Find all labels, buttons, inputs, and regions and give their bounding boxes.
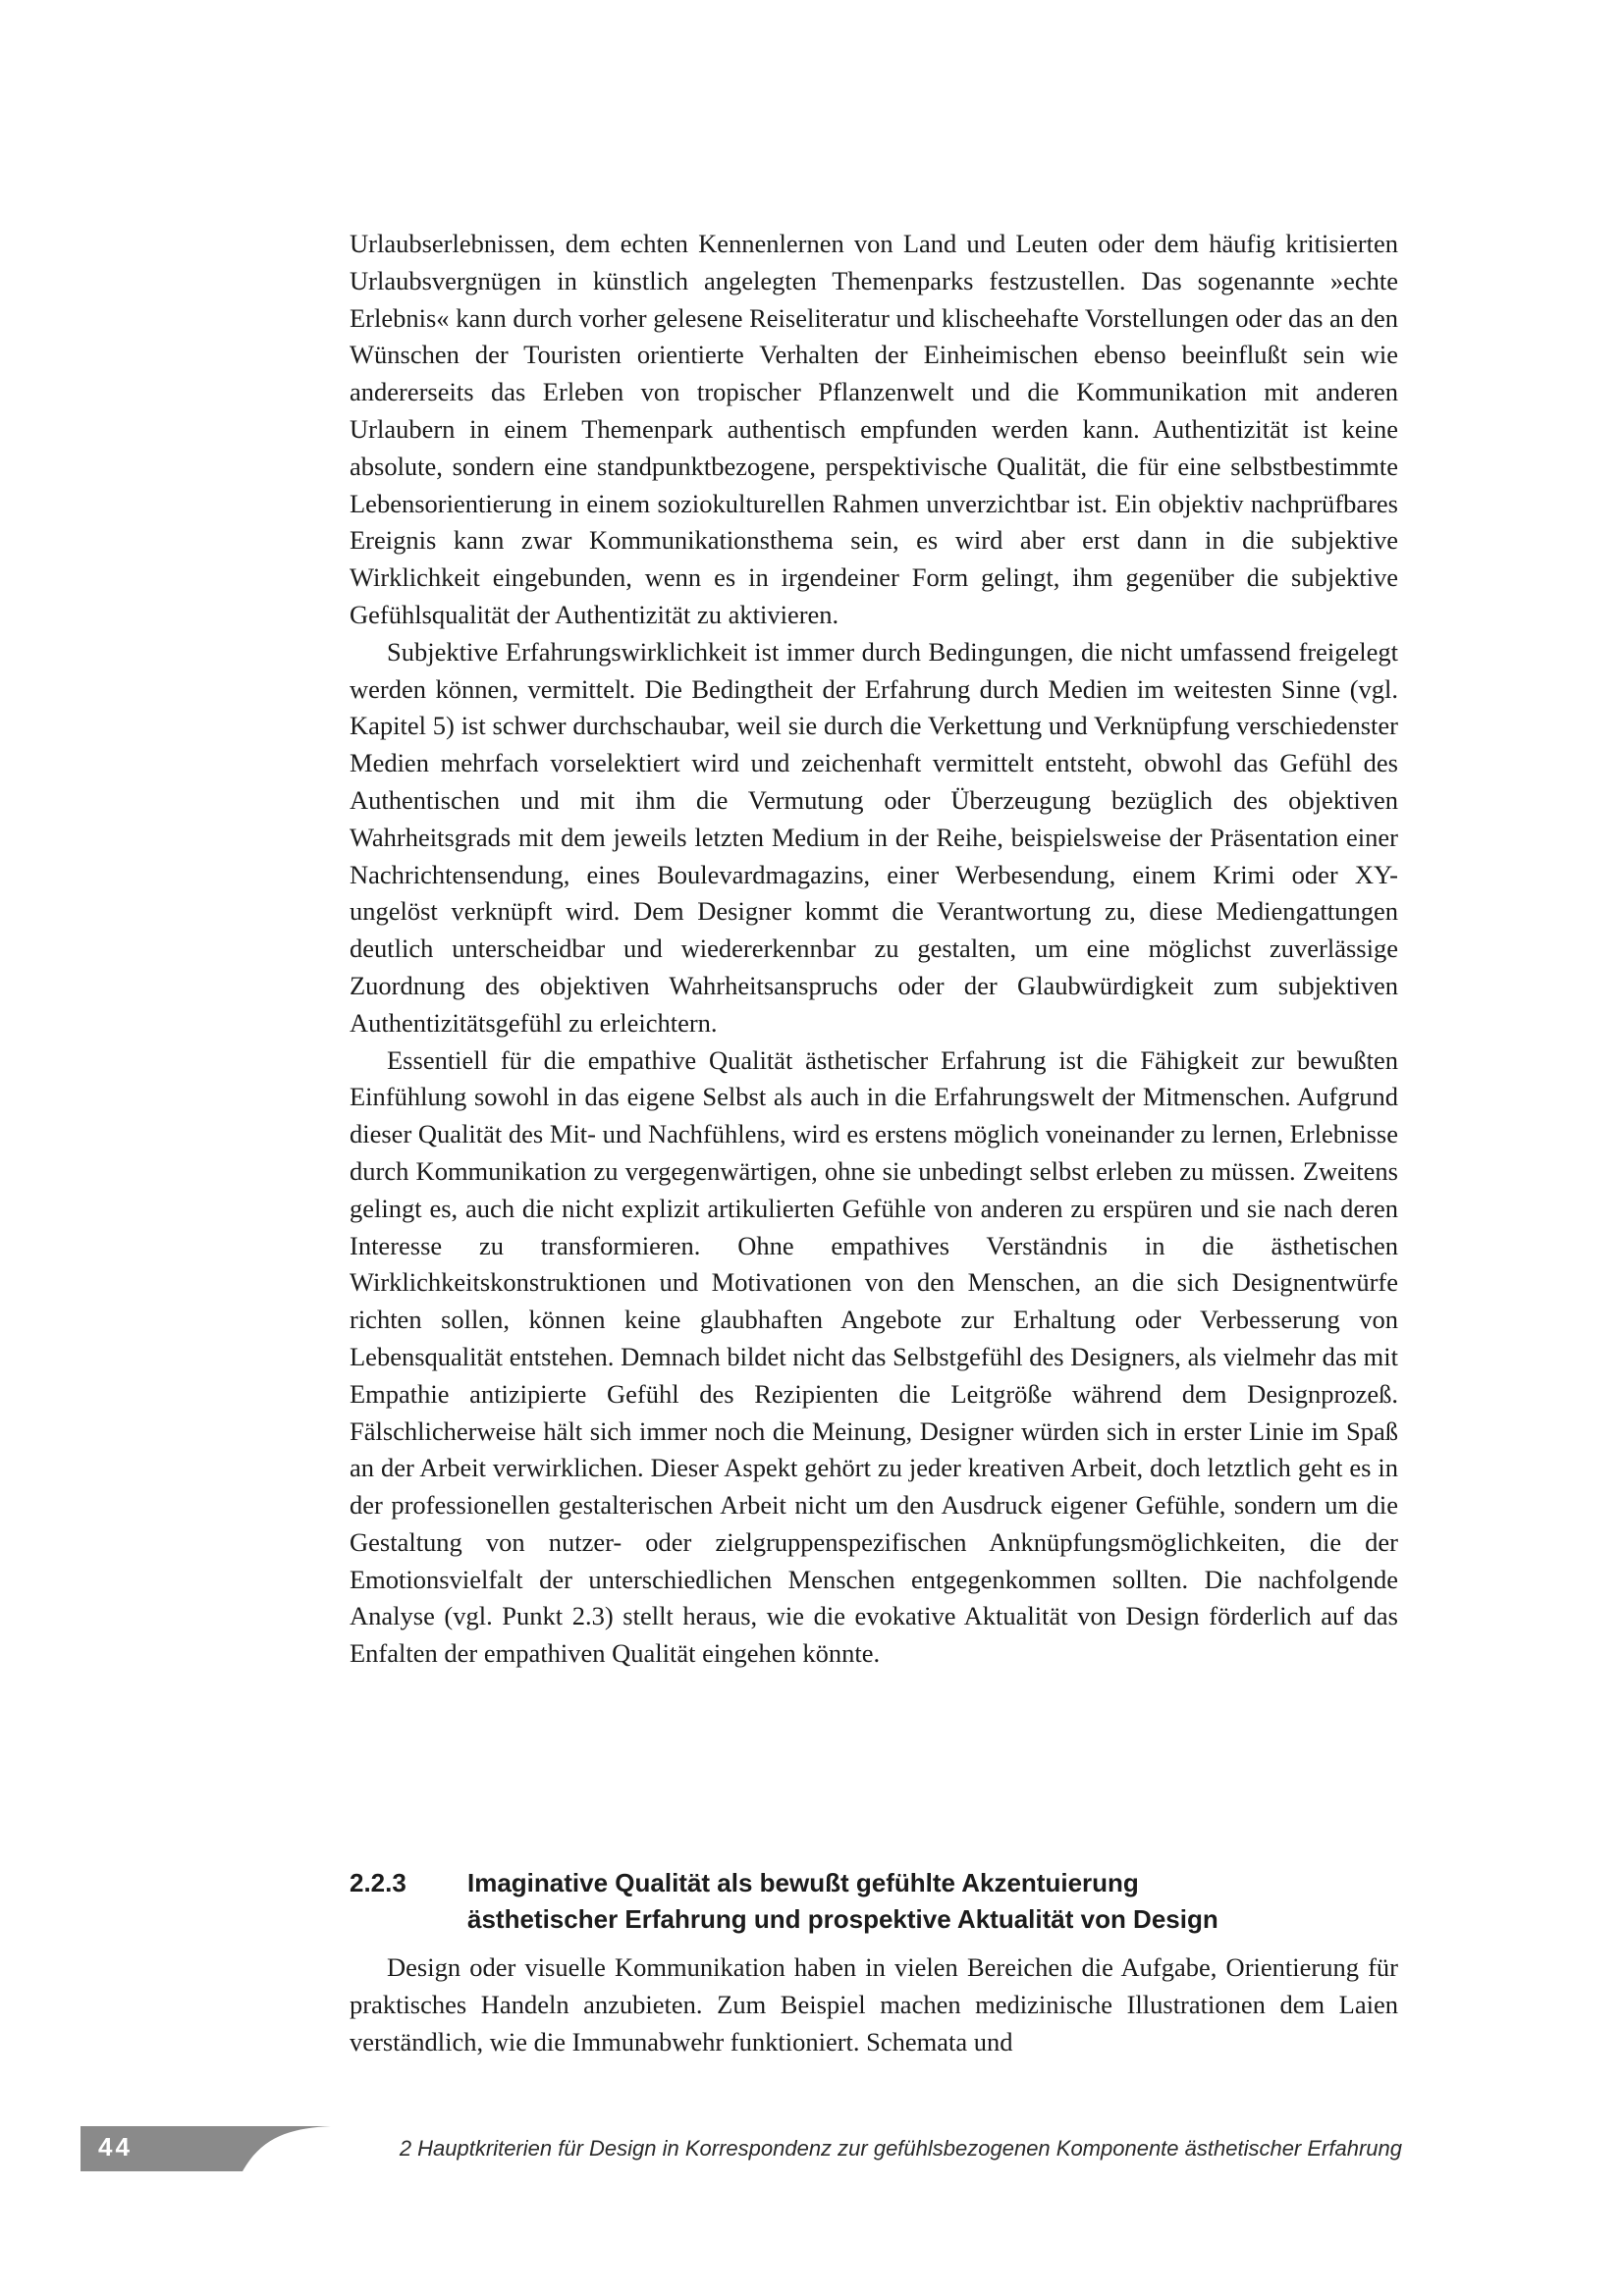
section-body-text: [350, 1949, 1398, 2060]
running-footer: 2 Hauptkriterien für Design in Korrespondenz zur gefühlsbezogenen Komponente ästhetischer Erfahrung: [399, 2136, 1402, 2161]
paragraph: Urlaubserlebnissen, dem echten Kennenlernen von Land und Leuten oder dem häufig kritisierten Urlaubsvergnügen in künstlich angelegten Themenparks festzustellen. Das sogenannte »echte Erlebnis« kann durch vorher gelesene Reiseliteratur und klischeehafte Vorstellungen oder das an den Wünschen der Touristen orientierte Verhalten der Einheimischen ebenso beeinflußt sein wie andererseits das Erleben von tropischer Pflanzenwelt und die Kommunikation mit anderen Urlaubern in einem Themenpark authentisch empfunden werden kann. Authentizität ist keine absolute, sondern eine standpunktbezogene, perspektivische Qualität, die für eine selbstbestimmte Lebensorientierung in einem soziokulturellen Rahmen unverzichtbar ist. Ein objektiv nachprüfbares Ereignis kann zwar Kommunikationsthema sein, es wird aber erst dann in die subjektive Wirklichkeit eingebunden, wenn es in irgendeiner Form gelingt, ihm gegenüber die subjektive Gefühlsqualität der Authentizität zu aktivieren.: [350, 229, 1398, 629]
section-title-line1: Imaginative Qualität als bewußt gefühlte Akzentuierung: [467, 1868, 1139, 1897]
section-number: 2.2.3: [350, 1868, 406, 1897]
body-text: [350, 226, 1398, 1673]
paragraph: Essentiell für die empathive Qualität ästhetischer Erfahrung ist die Fähigkeit zur bewußten Einfühlung sowohl in das eigene Selbst als auch in die Erfahrungswelt der Mitmenschen. Aufgrund dieser Qualität des Mit- und Nachfühlens, wird es erstens möglich voneinander zu lernen, Erlebnisse durch Kommunikation zu vergegenwärtigen, ohne sie unbedingt selbst erleben zu müssen. Zweitens gelingt es, auch die nicht explizit artikulierten Gefühle von anderen zu erspüren und sie nach deren Interesse zu transformieren. Ohne empathives Verständnis in die ästhetischen Wirklichkeitskonstruktionen und Motivationen von den Menschen, an die sich Designentwürfe richten sollen, können keine glaubhaften Angebote zur Erhaltung oder Verbesserung von Lebensqualität entstehen. Demnach bildet nicht das Selbstgefühl des Designers, als vielmehr das mit Empathie antizipierte Gefühl des Rezipienten die Leitgröße während dem Designprozeß. Fälschlicherweise hält sich immer noch die Meinung, Designer würden sich in erster Linie im Spaß an der Arbeit verwirklichen. Dieser Aspekt gehört zu jeder kreativen Arbeit, doch letztlich geht es in der professionellen gestalterischen Arbeit nicht um den Ausdruck eigener Gefühle, sondern um die Gestaltung von nutzer- oder zielgruppenspezifischen Anknüpfungsmöglichkeiten, die der Emotionsvielfalt der unterschiedlichen Menschen entgegenkommen sollten. Die nachfolgende Analyse (vgl. Punkt 2.3) stellt heraus, wie die evokative Aktualität von Design förderlich auf das Enfalten der empathiven Qualität eingehen könnte.: [350, 1044, 1398, 1669]
paragraph: Subjektive Erfahrungswirklichkeit ist immer durch Bedingungen, die nicht umfassend freigelegt werden können, vermittelt. Die Bedingtheit der Erfahrung durch Medien im weitesten Sinne (vgl. Kapitel 5) ist schwer durchschaubar, weil sie durch die Verkettung und Verknüpfung verschiedenster Medien mehrfach vorselektiert wird und zeichenhaft vermittelt entsteht, obwohl das Gefühl des Authentischen und mit ihm die Vermutung oder Überzeugung bezüglich des objektiven Wahrheitsgrads mit dem jeweils letzten Medium in der Reihe, beispielsweise der Präsentation einer Nachrichtensendung, eines Boulevardmagazins, einer Werbesendung, einem Krimi oder XY-ungelöst verknüpft wird. Dem Designer kommt die Verantwortung zu, diese Mediengattungen deutlich unterscheidbar und wiedererkennbar zu gestalten, um eine möglichst zuverlässige Zuordnung des objektiven Wahrheitsanspruchs oder der Glaubwürdigkeit zum subjektiven Authentizitätsgefühl zu erleichtern.: [350, 636, 1398, 1038]
section-title-line2: ästhetischer Erfahrung und prospektive Aktualität von Design: [467, 1904, 1218, 1934]
section-heading: [350, 1865, 1430, 1938]
paragraph: Design oder visuelle Kommunikation haben in vielen Bereichen die Aufgabe, Orientierung für praktisches Handeln anzubieten. Zum Beispiel machen medizinische Illustrationen dem Laien verständlich, wie die Immunabwehr funktioniert. Schemata und: [350, 1952, 1398, 2056]
page-number: 44: [98, 2132, 133, 2162]
